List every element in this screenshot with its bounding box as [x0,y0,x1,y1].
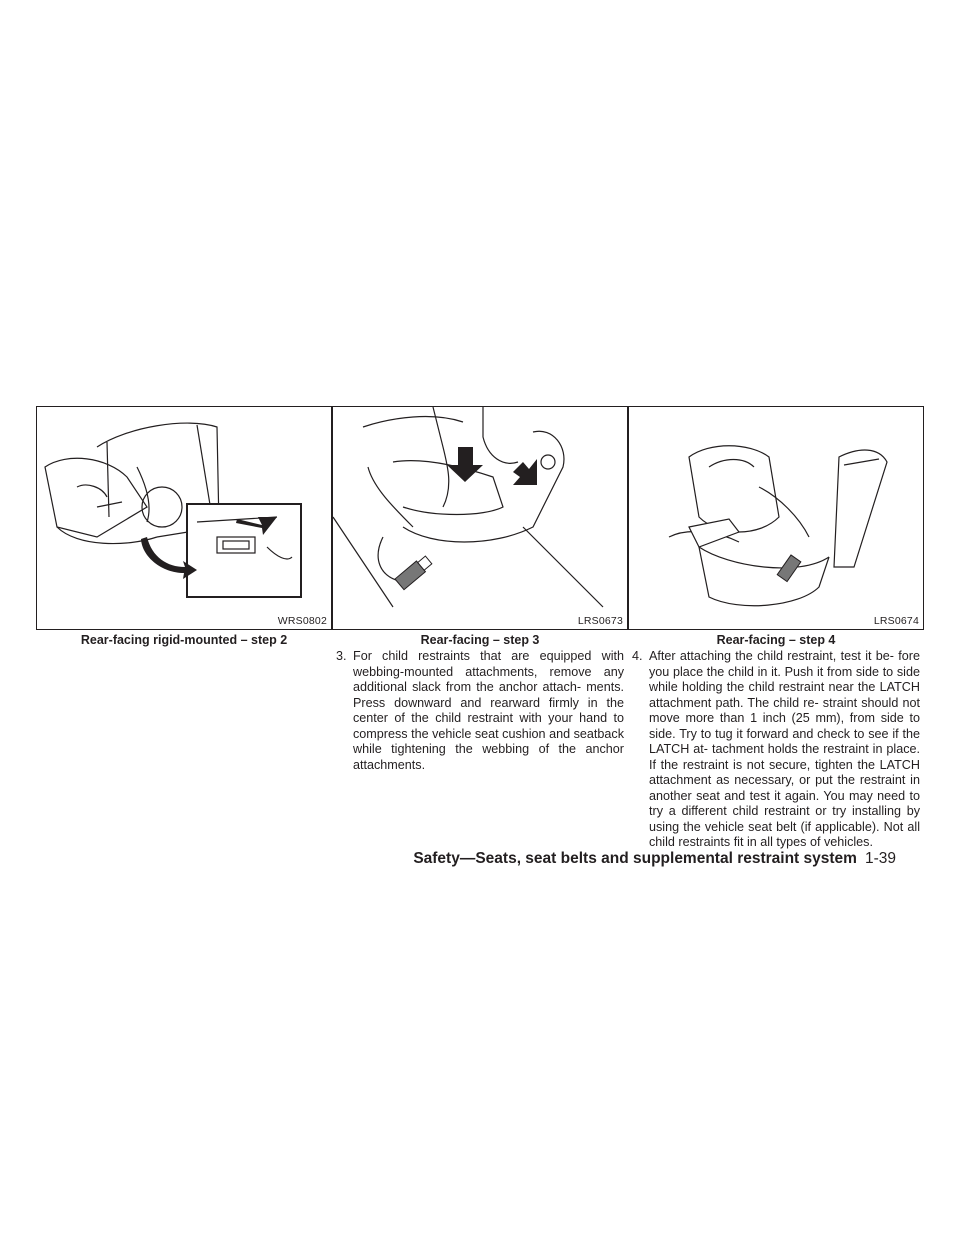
page-number: 1-39 [864,850,896,867]
figure-rear-facing-step-2 [36,406,332,630]
step-3 [336,649,624,773]
figure-caption: Rear-facing – step 3 [420,633,540,647]
step-number: 4. [632,649,643,663]
figure-code: LRS0674 [873,615,919,627]
figure-caption: Rear-facing rigid-mounted – step 2 [80,633,288,647]
figure-code: LRS0673 [577,615,623,627]
figure-rear-facing-step-3 [332,406,628,630]
illustration-latch-attachment [37,407,331,629]
page-footer [413,850,896,868]
section-title: Safety—Seats, seat belts and supplemental restraint system [413,850,857,867]
step-text: After attaching the child restraint, test it be- fore you place the child in it. Push it from side to side while holding the child restraint near the LATCH attachment path. The child re- straint should not move more than 1 inch (25 mm), from side to side. Try to tug it forward and check to see if the LATCH at- tachment holds the restraint in place. If the restraint is not secure, tighten the LATCH attachment as necessary, or put the restraint in another seat and test it again. You may need to try a different child restraint or try installing by using the vehicle seat belt (if applicable). Not all child restraints fit in all types of vehicles. [649,649,920,849]
illustration-test-restraint [629,407,923,629]
figure-caption: Rear-facing – step 4 [716,633,836,647]
step-number: 3. [336,649,347,663]
step-text: For child restraints that are equipped with webbing-mounted attachments, remove any additional slack from the anchor attach- ments. Press downward and rearward firmly in the center of the child restraint with your hand to compress the vehicle seat cushion and seatback while tightening the webbing of the anchor attachments. [353,649,624,772]
figure-code: WRS0802 [277,615,327,627]
illustration-press-down [333,407,627,629]
figure-rear-facing-step-4 [628,406,924,630]
step-4 [632,649,920,851]
